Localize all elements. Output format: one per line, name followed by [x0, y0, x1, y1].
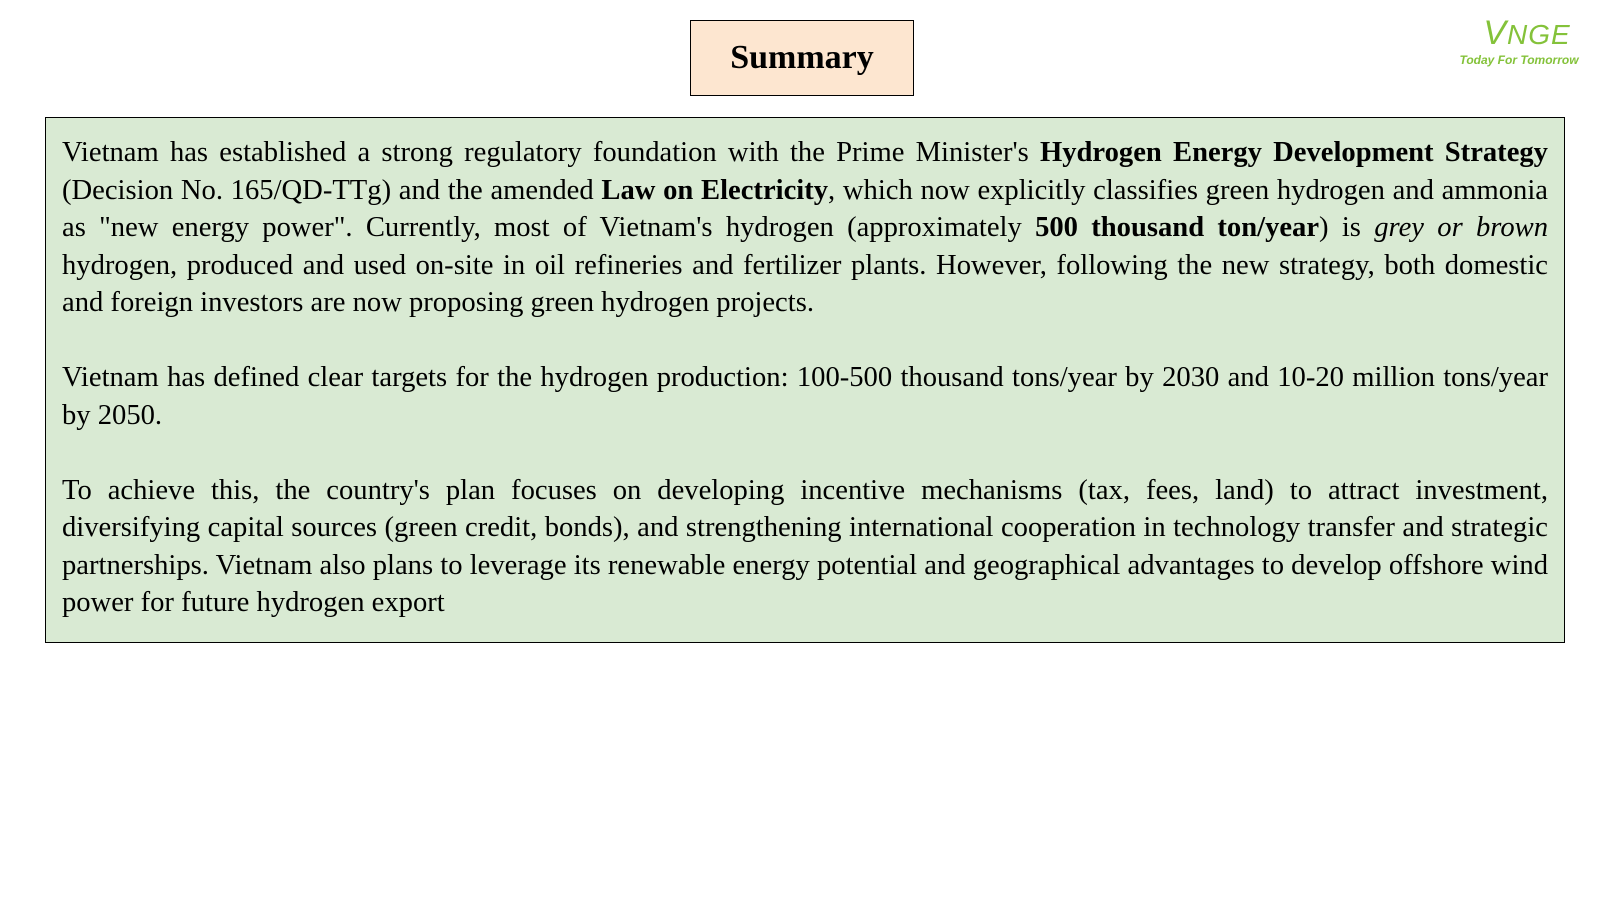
logo-tagline: Today For Tomorrow — [1459, 53, 1579, 67]
p1-text-5: hydrogen, produced and used on-site in oil refineries and fertilizer plants. However, following the new strategy, both domestic and foreign investors are now proposing green hydrogen projects. — [62, 249, 1548, 318]
p1-text-1: Vietnam has established a strong regulatory foundation with the Prime Minister's — [62, 137, 1040, 168]
p1-bold-strategy: Hydrogen Energy Development Strategy — [1039, 137, 1548, 168]
p1-text-4: ) is — [1319, 212, 1375, 243]
logo-mark-first-letter: V — [1483, 14, 1507, 52]
slide-title-text: Summary — [730, 39, 874, 76]
summary-content-box — [45, 117, 1565, 643]
slide-title — [690, 20, 914, 96]
p1-bold-law: Law on Electricity — [601, 174, 829, 206]
summary-paragraph-plan: To achieve this, the country's plan focuses on developing incentive mechanisms (tax, fees, land) to attract investment, diversifying capital sources (green credit, bonds), and strengthening international cooperation in technology transfer and strategic partnerships. Vietnam also plans to leverage its renewable energy potential and geographical advantages to develop offshore wind power for future hydrogen export — [62, 474, 1548, 618]
p1-text-3: , which now explicitly classifies green hydrogen and ammonia as "new energy power". Currently, most of Vietnam's hydrogen (approximately — [62, 174, 1548, 243]
summary-paragraph-regulation — [62, 134, 1548, 322]
p1-bold-quantity: 500 thousand ton/year — [1035, 212, 1320, 243]
logo-mark-rest: NGE — [1507, 19, 1571, 50]
logo-mark — [1462, 16, 1592, 52]
vnge-logo — [1459, 14, 1592, 86]
p1-italic-grey-brown: grey or brown — [1374, 212, 1549, 243]
summary-paragraph-targets: Vietnam has defined clear targets for the hydrogen production: 100-500 thousand tons/year by 2030 and 10-20 million tons/year by 2050. — [62, 362, 1548, 431]
p1-text-2: (Decision No. 165/QD-TTg) and the amended — [62, 174, 602, 206]
